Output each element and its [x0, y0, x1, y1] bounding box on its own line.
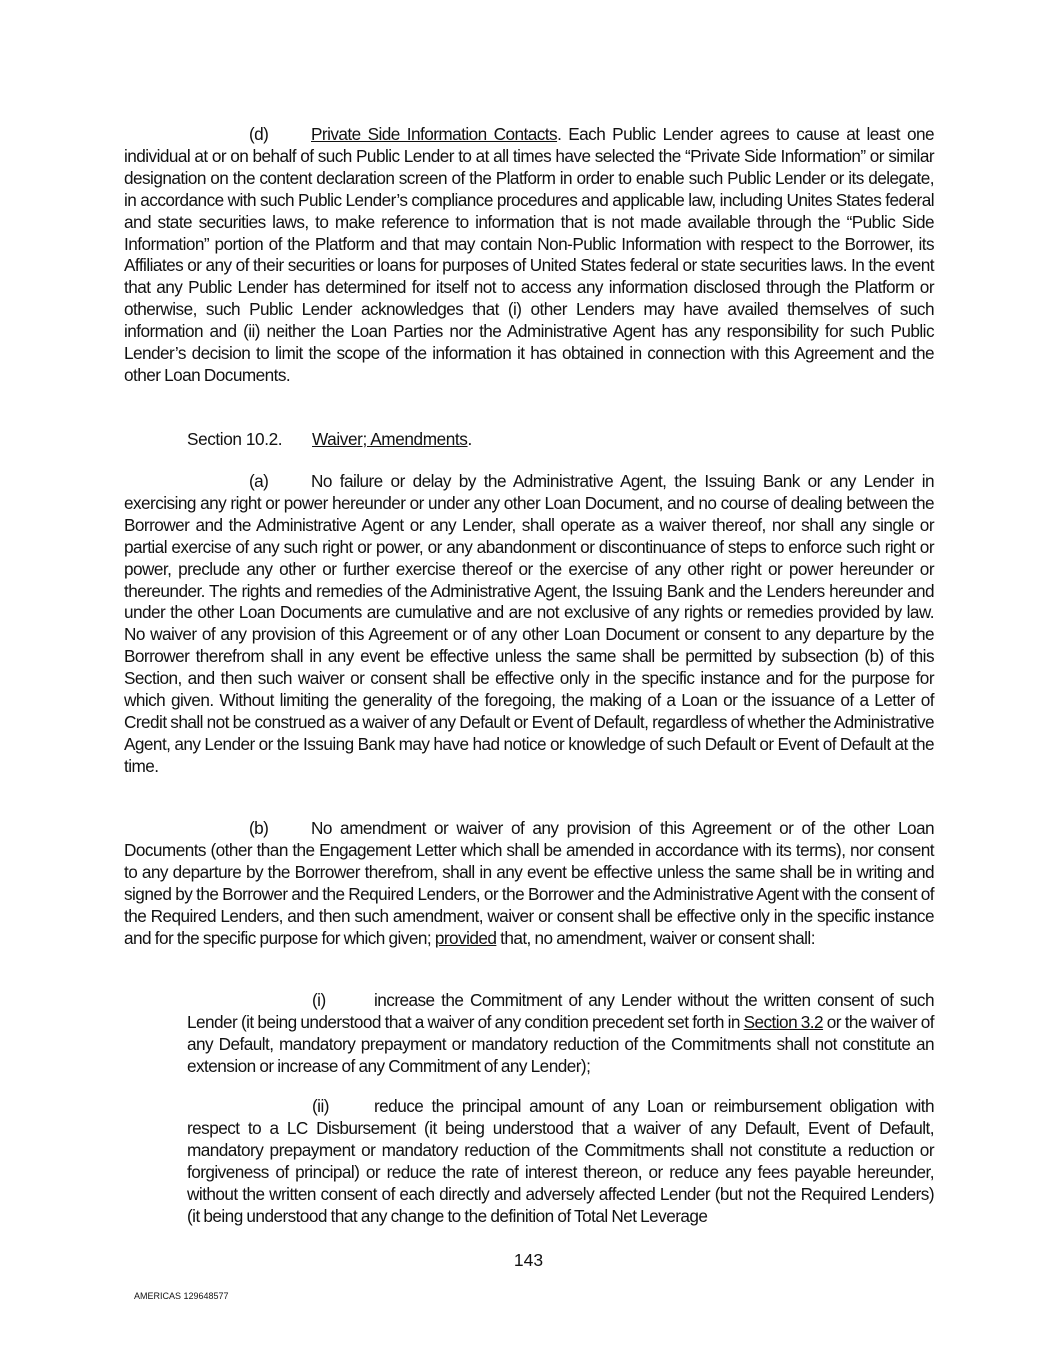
paragraph-i-marker: (i): [312, 990, 326, 1010]
section-title: Waiver; Amendments: [312, 429, 468, 449]
paragraph-ii-text: reduce the principal amount of any Loan or reimbursement obligation with respect to a LC Disbursement (it being understood that a waiver of any Default, Event of Default, mandatory prepayment or mandatory reduction of the Commitments shall not constitute a reduction or forgiveness of principal) or reduce the rate of interest thereon, or reduce any fees payable hereunder, without the written consent of each directly and adversely affected Lender (but not the Required Lenders) (it being understood that any change to the definition of Total Net Leverage: [187, 1096, 934, 1226]
paragraph-d: [124, 124, 934, 387]
document-id: AMERICAS 129648577: [134, 1291, 229, 1301]
paragraph-a-text: No failure or delay by the Administrative Agent, the Issuing Bank or any Lender in exercising any right or power hereunder or under any other Loan Document, and no course of dealing between the Borrower and the Administrative Agent or any Lender, shall operate as a waiver thereof, nor shall any single or partial exercise of any such right or power, or any abandonment or discontinuance of steps to enforce such right or power, preclude any other or further exercise thereof or the exercise of any other right or power hereunder or thereunder. The rights and remedies of the Administrative Agent, the Issuing Bank and the Lenders hereunder and under the other Loan Documents are cumulative and are not exclusive of any rights or remedies provided by law. No waiver of any provision of this Agreement or of any other Loan Document or consent to any departure by the Borrower therefrom shall in any event be effective unless the same shall be permitted by subsection (b) of this Section, and then such waiver or consent shall be effective only in the specific instance and for the purpose for which given. Without limiting the generality of the foregoing, the making of a Loan or the issuance of a Letter of Credit shall not be construed as a waiver of any Default or Event of Default, regardless of whether the Administrative Agent, any Lender or the Issuing Bank may have had notice or knowledge of such Default or Event of Default at the time.: [124, 471, 934, 776]
section-number: Section 10.2.: [187, 429, 283, 449]
paragraph-b-tail: that, no amendment, waiver or consent shall:: [500, 927, 815, 948]
paragraph-i-section-ref: Section 3.2: [743, 1011, 824, 1032]
paragraph-b: [124, 818, 934, 949]
paragraph-a-marker: (a): [249, 471, 269, 491]
page-number: 143: [513, 1250, 544, 1270]
section-heading: [187, 429, 472, 451]
paragraph-b-marker: (b): [249, 818, 269, 838]
paragraph-ii-marker: (ii): [312, 1096, 329, 1116]
section-title-end: .: [467, 429, 472, 449]
paragraph-b-provided: provided: [434, 927, 497, 948]
paragraph-d-text: . Each Public Lender agrees to cause at least one individual at or on behalf of such Public Lender to at all times have selected the “Private Side Information” or similar designation on the content declaration screen of the Platform in order to enable such Public Lender or its delegate, in accordance with such Public Lender’s compliance procedures and applicable law, including Unites States federal and state securities laws, to make reference to information that is not made available through the “Public Side Information” portion of the Platform and that may contain Non-Public Information with respect to the Borrower, its Affiliates or any of their securities or loans for purposes of United States federal or state securities laws. In the event that any Public Lender has determined for itself not to access any information disclosed through the Platform or otherwise, such Public Lender acknowledges that (i) other Lenders may have availed themselves of such information and (ii) neither the Loan Parties nor the Administrative Agent has any responsibility for such Public Lender’s decision to limit the scope of the information it has obtained in connection with this Agreement and the other Loan Documents.: [124, 124, 934, 385]
paragraph-i: [187, 990, 934, 1078]
paragraph-a: [124, 471, 934, 778]
paragraph-b-text: No amendment or waiver of any provision of this Agreement or of the other Loan Documents (other than the Engagement Letter which shall be amended in accordance with its terms), nor consent to any departure by the Borrower therefrom, shall in any event be effective unless the same shall be in writing and signed by the Borrower and the Required Lenders, or the Borrower and the Administrative Agent with the consent of the Required Lenders, and then such amendment, waiver or consent shall be effective only in the specific instance and for the specific purpose for which given;: [124, 818, 934, 948]
paragraph-i-tail: or the waiver of any Default, mandatory prepayment or mandatory reduction of the Commitments shall not constitute an extension or increase of any Commitment of any Lender);: [187, 1011, 934, 1076]
paragraph-ii: [187, 1096, 934, 1227]
paragraph-i-text: increase the Commitment of any Lender without the written consent of such Lender (it being understood that a waiver of any condition precedent set forth in: [187, 990, 934, 1032]
paragraph-d-heading: Private Side Information Contacts: [311, 124, 558, 144]
paragraph-d-marker: (d): [249, 124, 269, 144]
